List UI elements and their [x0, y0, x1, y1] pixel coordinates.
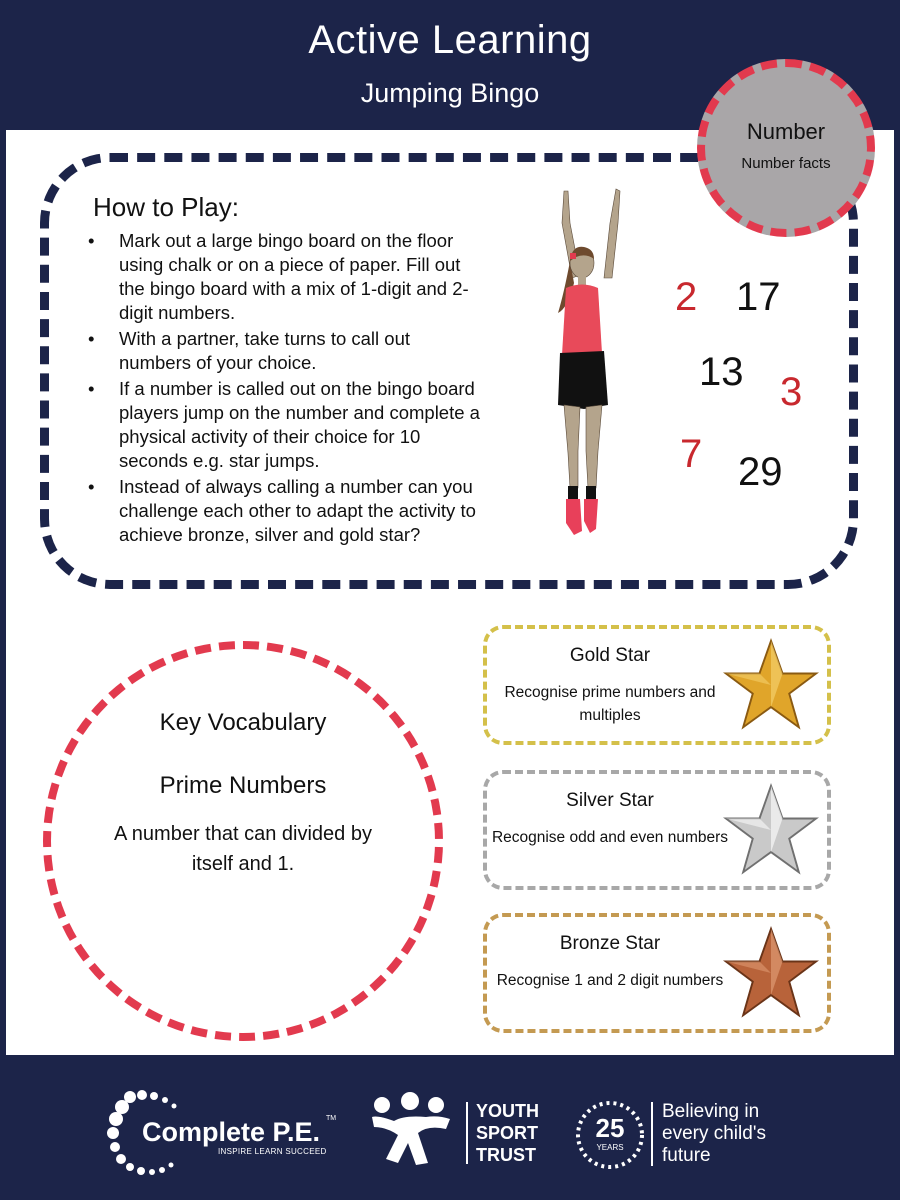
gold-star-icon [723, 637, 819, 733]
topic-subtitle: Number facts [741, 155, 831, 172]
complete-pe-name: Complete P.E. [142, 1117, 321, 1147]
vocabulary-heading: Key Vocabulary [159, 709, 327, 736]
star-title: Silver Star [566, 790, 654, 811]
yst-line-2: SPORT [476, 1123, 539, 1143]
yst-line-3: TRUST [476, 1145, 536, 1165]
star-description: Recognise prime numbers and multiples [504, 684, 716, 724]
footer-divider [651, 1102, 653, 1166]
bronze-star-box [483, 913, 831, 1033]
topic-title: Number [746, 119, 826, 144]
footer [0, 1055, 900, 1200]
yst-line-1: YOUTH [476, 1101, 539, 1121]
list-item: • With a partner, take turns to call out numbers of your choice. [86, 327, 486, 375]
anniversary-label: YEARS [596, 1143, 624, 1152]
key-vocabulary-circle [43, 641, 443, 1041]
footer-divider [466, 1102, 468, 1164]
silver-star-icon [723, 782, 819, 878]
bronze-star-icon [723, 925, 819, 1021]
list-item: • If a number is called out on the bingo board players jump on the number and complete a physical activity of their choice for 10 seconds e.g. star jumps. [86, 377, 486, 473]
how-to-play-list [86, 229, 486, 549]
star-title: Gold Star [569, 645, 651, 666]
star-description: Recognise 1 and 2 digit numbers [496, 972, 724, 989]
jumping-girl-illustration [548, 183, 628, 543]
slogan-line-2: every child's [662, 1123, 766, 1144]
bingo-number: 2 [675, 275, 698, 319]
youth-sport-trust-logo-icon [368, 1055, 468, 1200]
page-title: Active Learning [308, 18, 592, 62]
bingo-number: 13 [699, 350, 744, 394]
bingo-number: 29 [738, 450, 783, 494]
gold-star-box [483, 625, 831, 745]
complete-pe-trademark: TM [326, 1115, 337, 1122]
list-item: • Instead of always calling a number can you challenge each other to adapt the activity to achieve bronze, silver and gold star? [86, 475, 486, 547]
star-description: Recognise odd and even numbers [491, 829, 729, 846]
topic-badge [697, 59, 875, 237]
slogan-line-3: future [662, 1145, 711, 1166]
star-title: Bronze Star [559, 933, 661, 954]
list-item: • Mark out a large bingo board on the floor using chalk or on a piece of paper. Fill out the bingo board with a mix of 1-digit and 2-digit numbers. [86, 229, 486, 325]
slogan-line-1: Believing in [662, 1101, 760, 1122]
page-subtitle: Jumping Bingo [360, 78, 540, 108]
bingo-number: 7 [680, 432, 703, 476]
silver-star-box [483, 770, 831, 890]
bingo-number: 3 [780, 370, 803, 414]
complete-pe-tagline: INSPIRE LEARN SUCCEED [218, 1147, 327, 1156]
how-to-play-title: How to Play: [93, 192, 239, 222]
bingo-number: 17 [736, 275, 781, 319]
vocabulary-term: Prime Numbers [159, 772, 327, 799]
anniversary-number: 25 [595, 1113, 625, 1143]
vocabulary-definition: A number that can divided by itself and 1. [114, 823, 372, 875]
